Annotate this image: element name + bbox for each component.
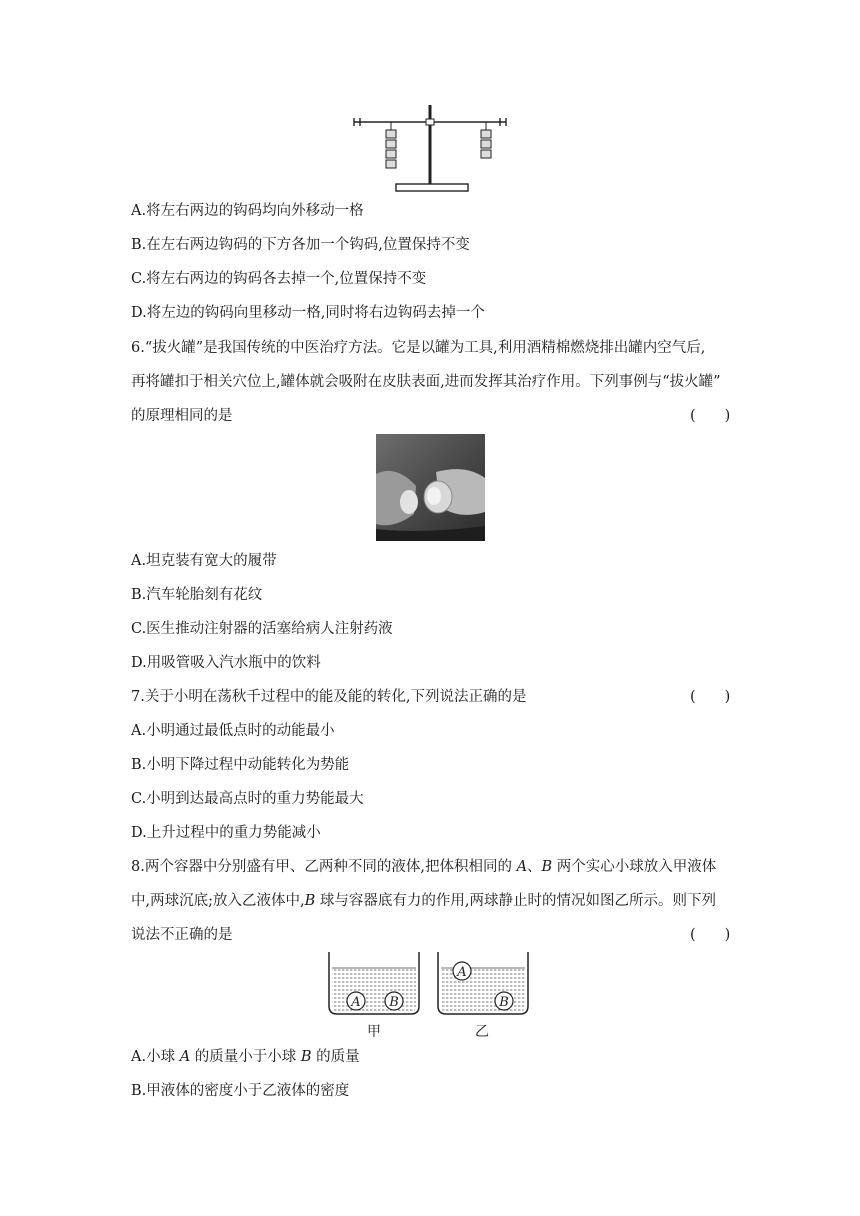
q7-option-c: C.小明到达最高点时的重力势能最大 (131, 791, 364, 807)
q6-option-d: D.用吸管吸入汽水瓶中的饮料 (131, 655, 321, 671)
q7-answer-paren: ( ) (690, 689, 731, 705)
label-jia: 甲 (367, 1024, 381, 1040)
q6-option-c: C.医生推动注射器的活塞给病人注射药液 (131, 621, 393, 637)
q6-stem-line-2: 再将罐扣于相关穴位上,罐体就会吸附在皮肤表面,进而发挥其治疗作用。下列事例与“拔火罐” (131, 374, 721, 390)
q5-option-d: D.将左边的钩码向里移动一格,同时将右边钩码去掉一个 (131, 305, 485, 321)
q6-stem-line-1: 6.“拔火罐”是我国传统的中医治疗方法。它是以罐为工具,利用酒精棉燃烧排出罐内空气后, (131, 340, 706, 356)
q6-option-a: A.坦克装有宽大的履带 (131, 553, 277, 569)
q7-option-d: D.上升过程中的重力势能减小 (131, 825, 321, 841)
q8-option-b: B.甲液体的密度小于乙液体的密度 (131, 1083, 350, 1099)
right-weights (481, 122, 491, 158)
q6-answer-paren: ( ) (690, 408, 731, 424)
lever-base (396, 184, 468, 191)
q6-option-b: B.汽车轮胎刻有花纹 (131, 587, 263, 603)
q8-option-a: A.小球 A 的质量小于小球 B 的质量 (131, 1049, 360, 1065)
q7-option-b: B.小明下降过程中动能转化为势能 (131, 757, 350, 773)
label-yi: 乙 (475, 1024, 489, 1040)
q7-option-a: A.小明通过最低点时的动能最小 (131, 723, 335, 739)
container-jia (329, 952, 419, 1040)
left-weights (386, 122, 396, 168)
q7-stem: 7.关于小明在荡秋千过程中的能及能的转化,下列说法正确的是 (131, 689, 527, 705)
q6-stem-line-3: 的原理相同的是 (131, 408, 233, 424)
q8-stem-line-2: 中,两球沉底;放入乙液体中,B 球与容器底有力的作用,两球静止时的情况如图乙所示。则下列 (131, 893, 716, 909)
q8-stem-line-1: 8.两个容器中分别盛有甲、乙两种不同的液体,把体积相同的 A、B 两个实心小球放入甲液体 (131, 859, 717, 875)
q8-stem-line-3: 说法不正确的是 (131, 927, 233, 943)
cupping-photo (376, 434, 485, 541)
ball-a-jia-label: A (351, 995, 361, 1010)
ball-b-jia-label: B (389, 995, 399, 1010)
ball-a-yi-label: A (457, 965, 467, 980)
q5-option-a: A.将左右两边的钩码均向外移动一格 (131, 203, 364, 219)
q8-answer-paren: ( ) (690, 927, 731, 943)
containers-figure (322, 948, 538, 1042)
ball-b-yi-label: B (499, 995, 509, 1010)
q5-option-b: B.在左右两边钩码的下方各加一个钩码,位置保持不变 (131, 237, 470, 253)
q5-option-c: C.将左右两边的钩码各去掉一个,位置保持不变 (131, 271, 427, 287)
container-yi (438, 952, 528, 1040)
lever-balance-figure (350, 100, 510, 195)
